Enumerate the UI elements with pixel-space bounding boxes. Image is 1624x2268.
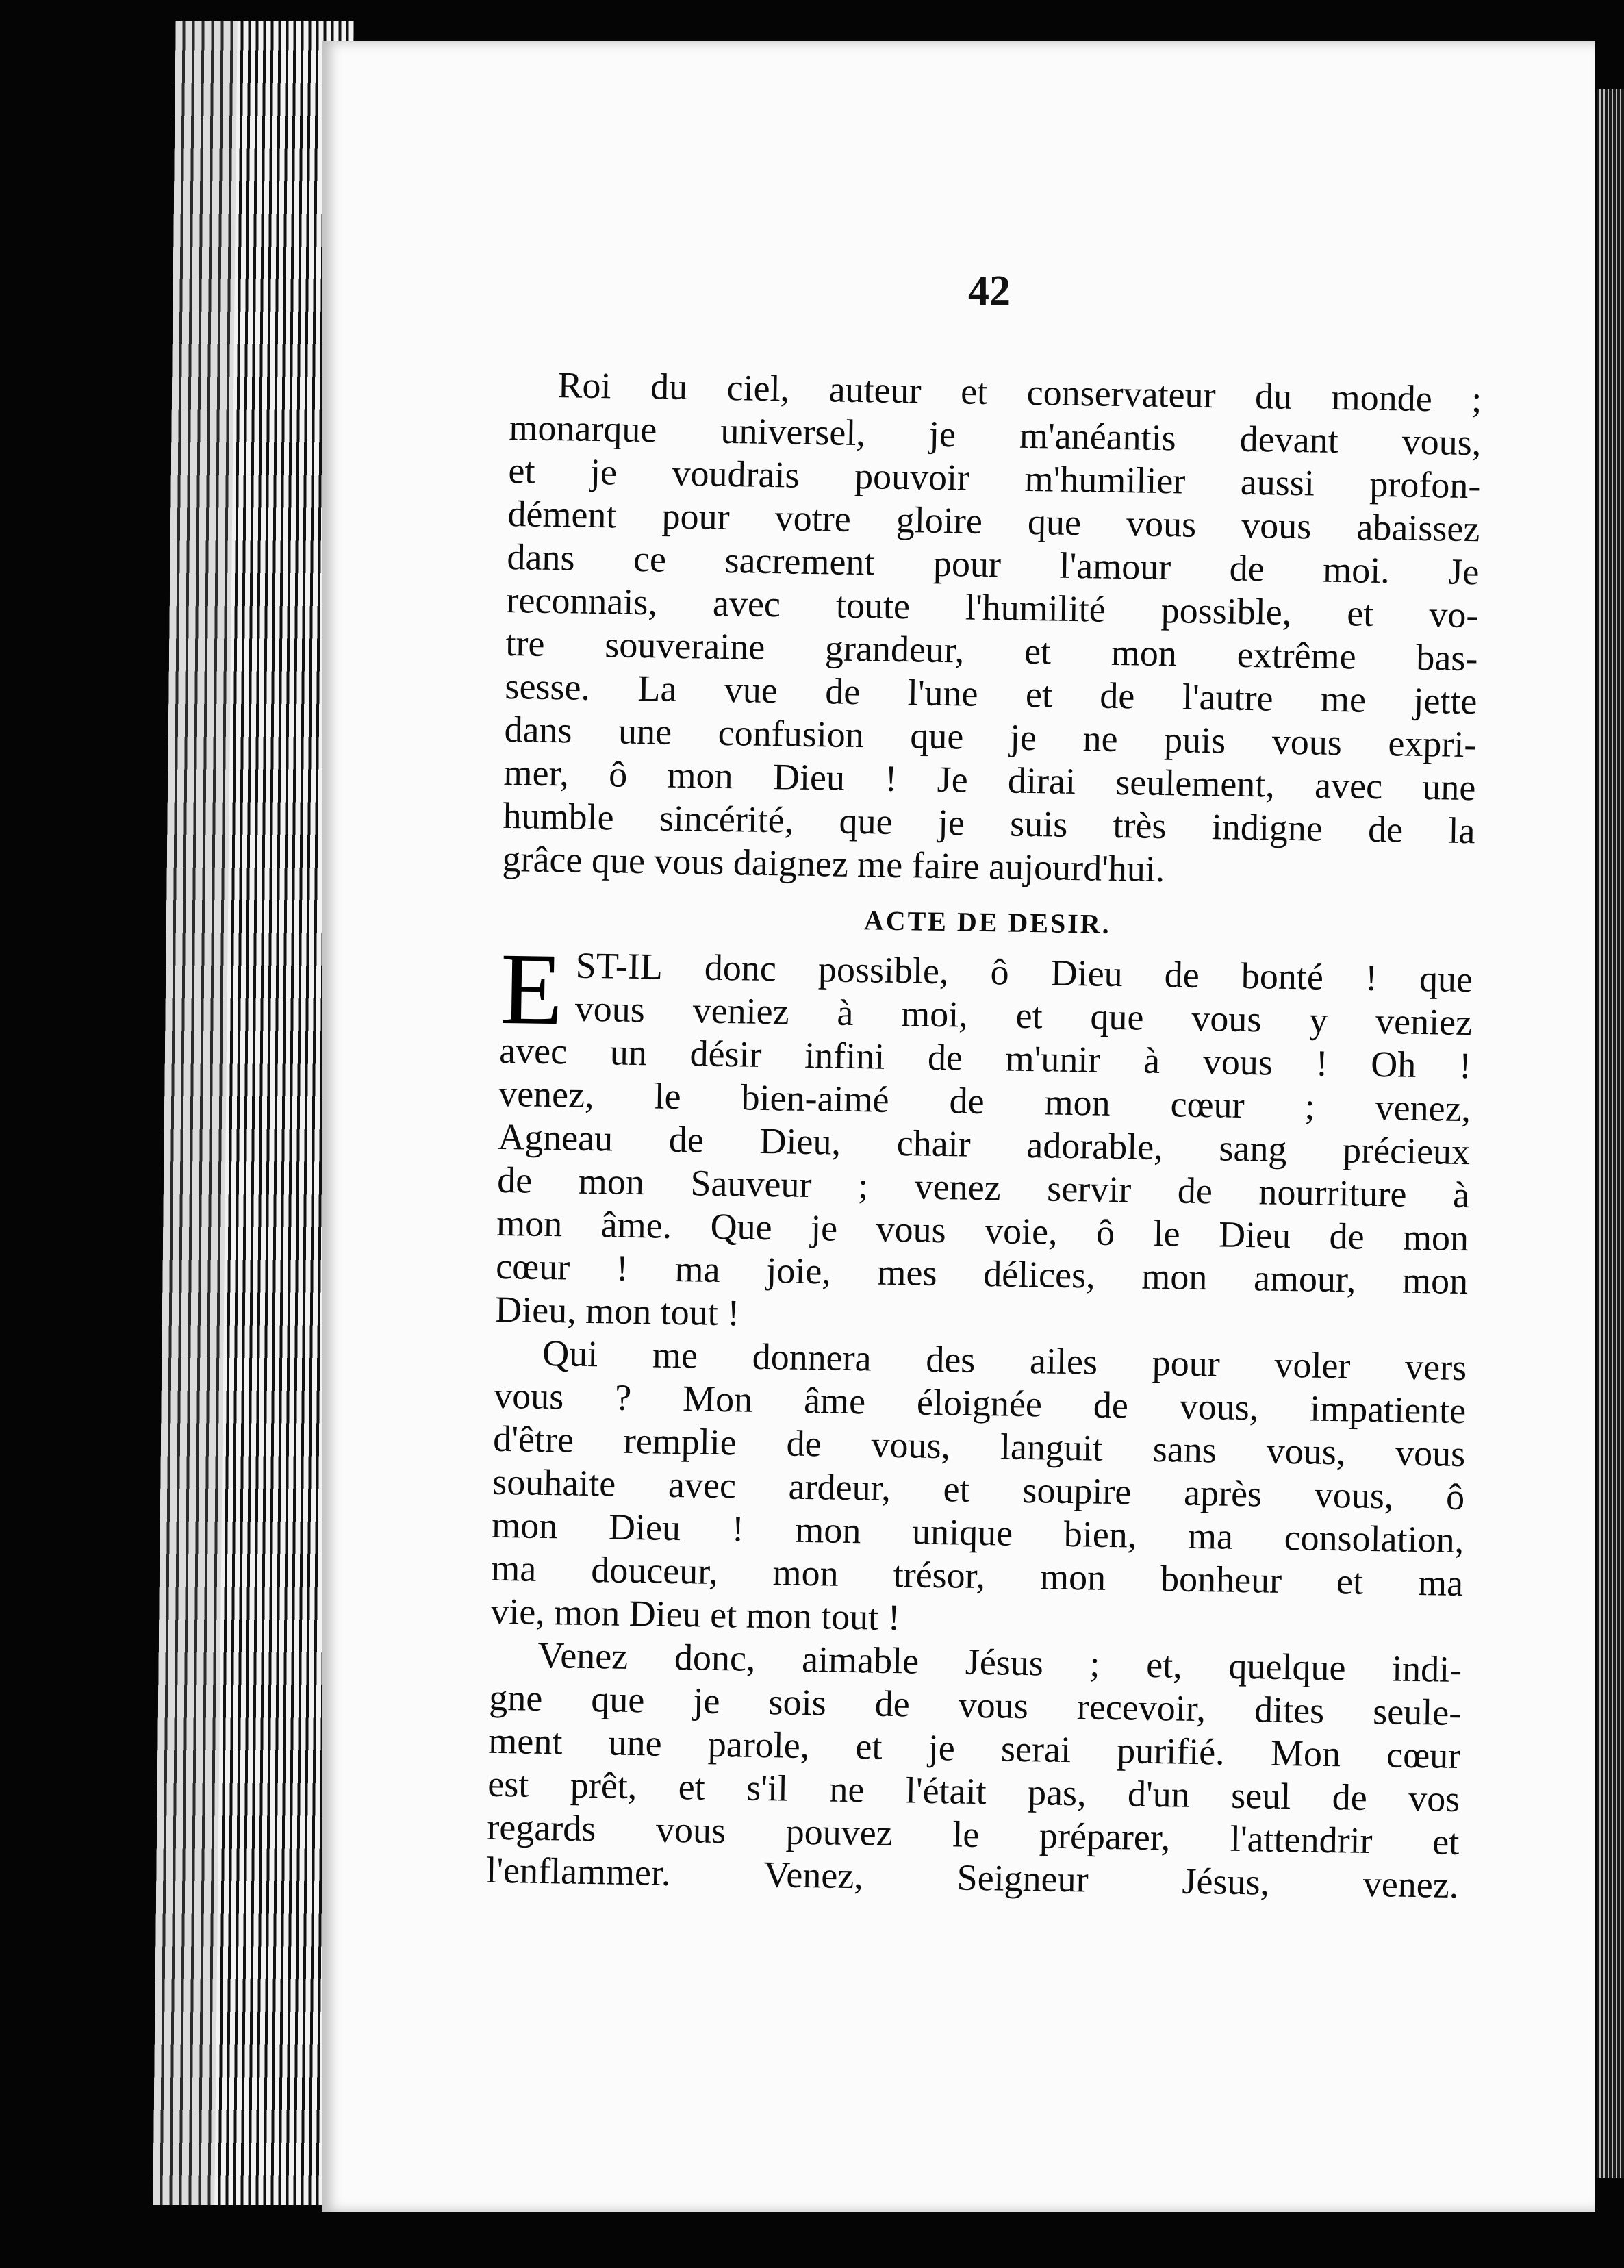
text-line: gne que je sois de vous recevoir, dites seule-	[488, 1676, 1462, 1734]
text-line: vous ? Mon âme éloignée de vous, impatiente	[493, 1374, 1467, 1432]
text-line: mer, ô mon Dieu ! Je dirai seulement, avec une	[503, 751, 1476, 809]
text-line: dans une confusion que je ne puis vous expri-	[504, 708, 1477, 766]
text-line: de mon Sauveur ; venez servir de nourriture à	[496, 1159, 1470, 1216]
text-line: Roi du ciel, auteur et conservateur du monde ;	[557, 364, 1482, 420]
text-line: souhaite avec ardeur, et soupire après vous, ô	[492, 1461, 1465, 1518]
text-line: monarque universel, je m'anéantis devant vous,	[509, 406, 1482, 464]
text-line: ma douceur, mon trésor, mon bonheur et ma	[490, 1547, 1464, 1604]
book-page-edges-right	[1597, 89, 1624, 2178]
drop-cap-tail: ST-IL	[575, 944, 663, 987]
text-line: dans ce sacrement pour l'amour de moi. Je	[507, 536, 1480, 593]
drop-cap-letter: E	[499, 931, 564, 1047]
text-line: sesse. La vue de l'une et de l'autre me jette	[505, 665, 1477, 722]
book-page	[322, 41, 1595, 2212]
text-line: grâce que vous daignez me faire aujourd'hui.	[502, 837, 1165, 890]
text-line: regards vous pouvez le préparer, l'attendrir et	[486, 1806, 1460, 1863]
text-line: l'enflammer. Venez, Seigneur Jésus, venez.	[485, 1849, 1459, 1906]
paragraph-2	[494, 931, 1473, 1346]
text-line: humble sincérité, que je suis très indigne de la	[503, 794, 1475, 852]
text-line: cœur ! ma joie, mes délices, mon amour, mon	[495, 1245, 1469, 1302]
text-line: Venez donc, aimable Jésus ; et, quelque indi-	[537, 1634, 1462, 1691]
text-line: mon âme. Que je vous voie, ô le Dieu de mon	[496, 1202, 1469, 1259]
text-line: tre souveraine grandeur, et mon extrême bas-	[505, 622, 1478, 679]
text-fragment: donc possible, ô Dieu de bonté ! que	[704, 946, 1473, 1000]
page-text	[486, 363, 1482, 1907]
text-line: est prêt, et s'il ne l'était pas, d'un seul de vos	[487, 1763, 1460, 1820]
section-heading: ACTE DE DESIR.	[863, 905, 1112, 940]
paragraph-1	[502, 363, 1482, 896]
text-line: et je voudrais pouvoir m'humilier aussi profon-	[508, 449, 1481, 507]
text-line: Dieu, mon tout !	[494, 1288, 740, 1334]
page-number: 42	[968, 268, 1011, 314]
text-line: vous veniez à moi, et que vous y veniez	[574, 987, 1473, 1044]
text-line: vie, mon Dieu et mon tout !	[490, 1590, 901, 1639]
text-line: Agneau de Dieu, chair adorable, sang précieux	[497, 1116, 1471, 1173]
text-line: reconnais, avec toute l'humilité possible, et vo-	[506, 579, 1479, 636]
text-line: venez, le bien-aimé de mon cœur ; venez,	[498, 1072, 1471, 1130]
text-line: mon Dieu ! mon unique bien, ma consolation,	[491, 1504, 1464, 1561]
text-line: dément pour votre gloire que vous vous abaissez	[507, 492, 1480, 550]
paragraph-4	[486, 1633, 1462, 1907]
text-line: d'être remplie de vous, languit sans vous, vous	[492, 1418, 1466, 1475]
text-line: Qui me donnera des ailes pour voler vers	[542, 1332, 1467, 1389]
text-line: avec un désir infini de m'unir à vous ! Oh !	[498, 1029, 1472, 1087]
text-line: ment une parole, et je serai purifié. Mon cœur	[487, 1719, 1461, 1777]
paragraph-3	[490, 1331, 1467, 1648]
